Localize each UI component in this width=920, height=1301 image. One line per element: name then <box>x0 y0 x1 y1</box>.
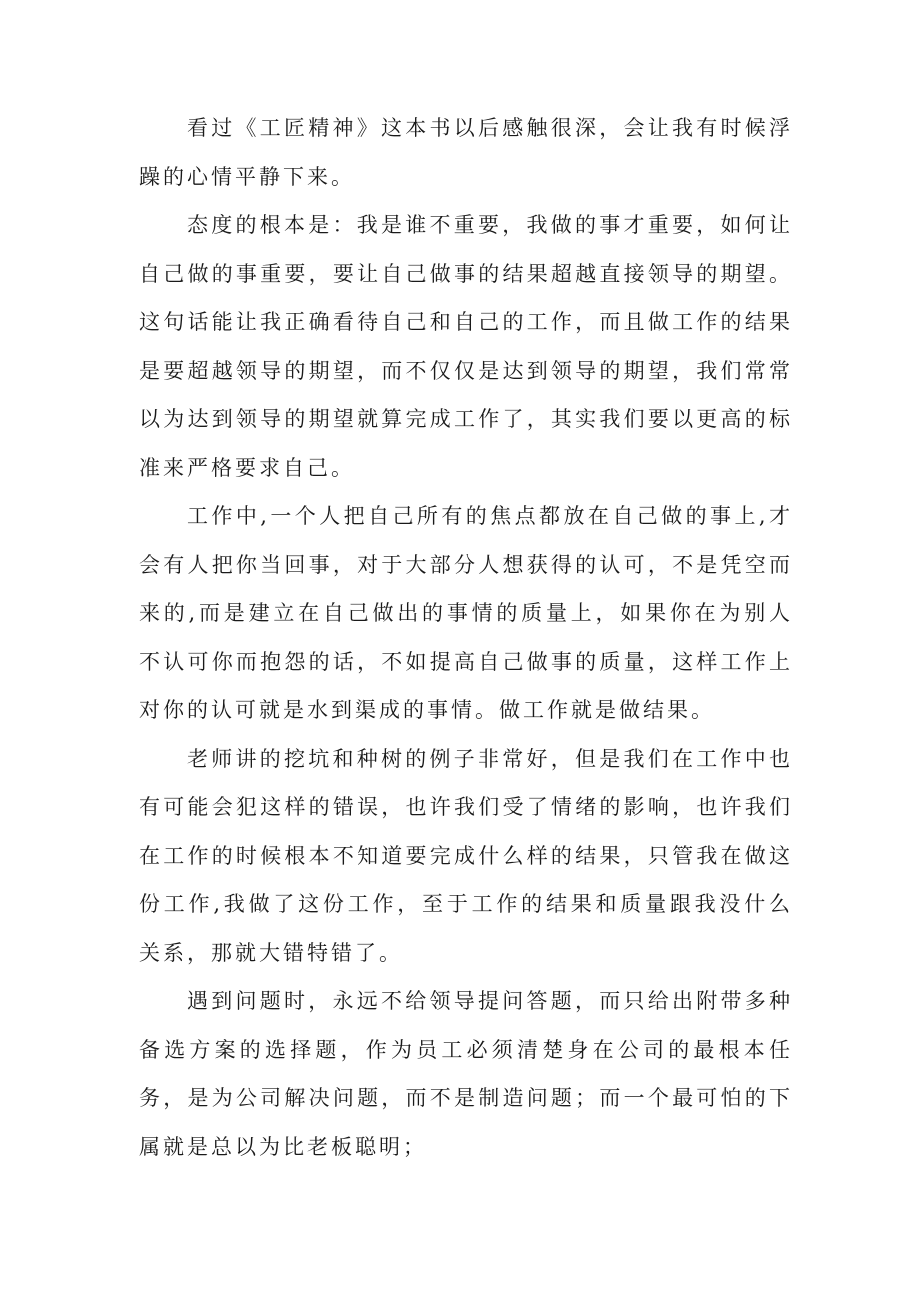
paragraph-3: 工作中,一个人把自己所有的焦点都放在自己做的事上,才会有人把你当回事，对于大部分人想获得的认可，不是凭空而来的,而是建立在自己做出的事情的质量上，如果你在为别人不认可你而抱怨的话，不如提高自己做事的质量，这样工作上对你的认可就是水到渠成的事情。做工作就是做结果。 <box>139 504 793 722</box>
paragraph-4: 老师讲的挖坑和种树的例子非常好，但是我们在工作中也有可能会犯这样的错误，也许我们受了情绪的影响，也许我们在工作的时候根本不知道要完成什么样的结果，只管我在做这份工作,我做了这份工作，至于工作的结果和质量跟我没什么关系，那就大错特错了。 <box>139 746 793 965</box>
paragraph-5: 遇到问题时，永远不给领导提问答题，而只给出附带多种备选方案的选择题，作为员工必须清楚身在公司的最根本任务，是为公司解决问题，而不是制造问题；而一个最可怕的下属就是总以为比老板聪明； <box>139 989 793 1159</box>
document-body <box>139 104 793 1171</box>
paragraph-2: 态度的根本是：我是谁不重要，我做的事才重要，如何让自己做的事重要，要让自己做事的结果超越直接领导的期望。这句话能让我正确看待自己和自己的工作，而且做工作的结果是要超越领导的期望，而不仅仅是达到领导的期望，我们常常以为达到领导的期望就算完成工作了，其实我们要以更高的标准来严格要求自己。 <box>139 213 793 480</box>
paragraph-1: 看过《工匠精神》这本书以后感触很深，会让我有时候浮躁的心情平静下来。 <box>139 116 793 189</box>
